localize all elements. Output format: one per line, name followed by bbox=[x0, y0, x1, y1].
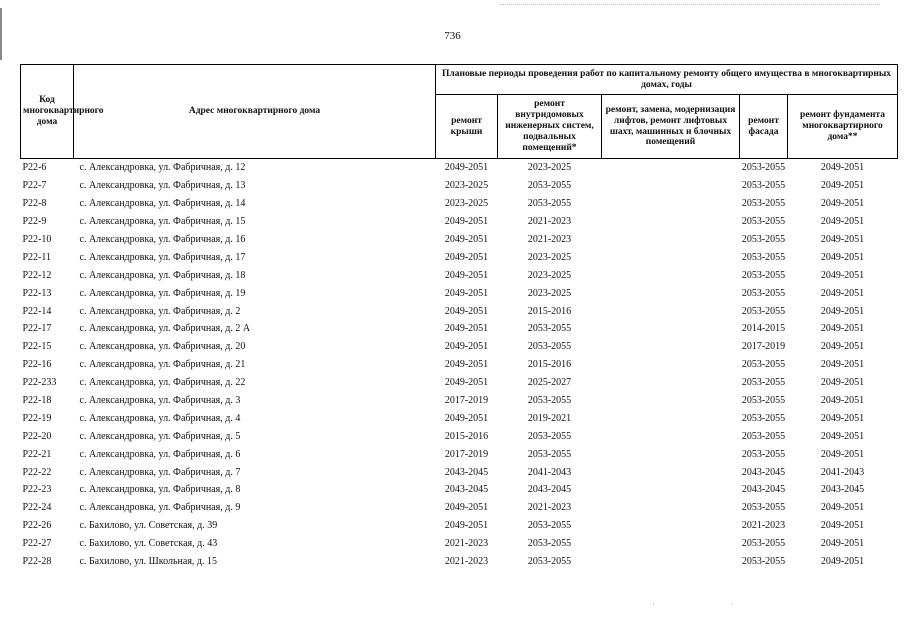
cell-address: с. Александровка, ул. Фабричная, д. 13 bbox=[79, 180, 246, 192]
cell-roof: 2049-2051 bbox=[444, 502, 489, 514]
table-row bbox=[21, 409, 898, 427]
cell-roof: 2043-2045 bbox=[444, 466, 489, 478]
cell-facade: 2053-2055 bbox=[741, 412, 786, 424]
header-code: Код многоквартирного дома bbox=[21, 65, 74, 159]
table-row bbox=[21, 463, 898, 481]
header-roof: ремонт крыши bbox=[436, 95, 498, 159]
cell-address: с. Александровка, ул. Фабричная, д. 14 bbox=[79, 198, 246, 210]
cell-code: Р22-11 bbox=[22, 251, 52, 263]
cell-engineering: 2021-2023 bbox=[527, 216, 572, 228]
cell-elevators bbox=[602, 231, 740, 249]
cell-elevators bbox=[602, 374, 740, 392]
cell-foundation: 2049-2051 bbox=[820, 269, 865, 281]
cell-elevators bbox=[602, 302, 740, 320]
cell-code: Р22-20 bbox=[22, 430, 52, 442]
cell-elevators bbox=[602, 159, 740, 177]
cell-elevators bbox=[602, 320, 740, 338]
cell-code: Р22-23 bbox=[22, 484, 52, 496]
cell-roof: 2049-2051 bbox=[444, 520, 489, 532]
cell-code: Р22-27 bbox=[22, 538, 52, 550]
cell-code: Р22-24 bbox=[22, 502, 52, 514]
table-row bbox=[21, 356, 898, 374]
cell-roof: 2017-2019 bbox=[444, 448, 489, 460]
cell-foundation: 2049-2051 bbox=[820, 180, 865, 192]
cell-foundation: 2049-2051 bbox=[820, 216, 865, 228]
cell-engineering: 2053-2055 bbox=[527, 323, 572, 335]
cell-address: с. Александровка, ул. Фабричная, д. 4 bbox=[79, 412, 241, 424]
table-row bbox=[21, 177, 898, 195]
cell-elevators bbox=[602, 248, 740, 266]
cell-code: Р22-8 bbox=[22, 198, 47, 210]
cell-address: с. Александровка, ул. Фабричная, д. 21 bbox=[79, 359, 246, 371]
cell-foundation: 2041-2043 bbox=[820, 466, 865, 478]
header-facade: ремонт фасада bbox=[740, 95, 788, 159]
cell-facade: 2021-2023 bbox=[741, 520, 786, 532]
cell-elevators bbox=[602, 463, 740, 481]
cell-roof: 2049-2051 bbox=[444, 323, 489, 335]
cell-code: Р22-28 bbox=[22, 556, 52, 568]
table-row bbox=[21, 553, 898, 571]
table-row bbox=[21, 392, 898, 410]
cell-facade: 2053-2055 bbox=[741, 377, 786, 389]
cell-roof: 2049-2051 bbox=[444, 251, 489, 263]
cell-engineering: 2041-2043 bbox=[527, 466, 572, 478]
cell-foundation: 2049-2051 bbox=[820, 395, 865, 407]
header-engineering: ремонт внутридомовых инженерных систем, подвальных помещений* bbox=[498, 95, 602, 159]
cell-code: Р22-15 bbox=[22, 341, 52, 353]
repair-schedule-table bbox=[20, 64, 898, 570]
cell-engineering: 2053-2055 bbox=[527, 430, 572, 442]
cell-roof: 2015-2016 bbox=[444, 430, 489, 442]
cell-facade: 2017-2019 bbox=[741, 341, 786, 353]
cell-foundation: 2049-2051 bbox=[820, 323, 865, 335]
cell-facade: 2053-2055 bbox=[741, 305, 786, 317]
cell-elevators bbox=[602, 481, 740, 499]
cell-engineering: 2023-2025 bbox=[527, 162, 572, 174]
table-body bbox=[21, 159, 898, 571]
cell-engineering: 2021-2023 bbox=[527, 502, 572, 514]
cell-code: Р22-10 bbox=[22, 234, 52, 245]
cell-address: с. Бахилово, ул. Советская, д. 43 bbox=[79, 538, 218, 550]
cell-foundation: 2049-2051 bbox=[820, 305, 865, 317]
scan-bottom-marks: · · bbox=[652, 600, 734, 609]
cell-elevators bbox=[602, 499, 740, 517]
cell-engineering: 2053-2055 bbox=[527, 180, 572, 192]
cell-code: Р22-16 bbox=[22, 359, 52, 371]
cell-address: с. Александровка, ул. Фабричная, д. 5 bbox=[79, 430, 241, 442]
cell-elevators bbox=[602, 553, 740, 571]
cell-roof: 2049-2051 bbox=[444, 216, 489, 228]
cell-code: Р22-13 bbox=[22, 287, 52, 299]
cell-foundation: 2049-2051 bbox=[820, 359, 865, 371]
cell-code: Р22-6 bbox=[22, 162, 47, 174]
cell-engineering: 2053-2055 bbox=[527, 538, 572, 550]
cell-address: с. Александровка, ул. Фабричная, д. 6 bbox=[79, 448, 241, 460]
table-row bbox=[21, 266, 898, 284]
cell-elevators bbox=[602, 284, 740, 302]
cell-elevators bbox=[602, 445, 740, 463]
cell-code: Р22-14 bbox=[22, 305, 52, 317]
cell-engineering: 2023-2025 bbox=[527, 269, 572, 281]
cell-roof: 2021-2023 bbox=[444, 556, 489, 568]
cell-elevators bbox=[602, 427, 740, 445]
cell-foundation: 2049-2051 bbox=[820, 502, 865, 514]
cell-code: Р22-18 bbox=[22, 395, 52, 407]
cell-roof: 2021-2023 bbox=[444, 538, 489, 550]
cell-engineering: 2015-2016 bbox=[527, 359, 572, 371]
table-row bbox=[21, 195, 898, 213]
cell-code: Р22-9 bbox=[22, 216, 47, 228]
cell-elevators bbox=[602, 517, 740, 535]
cell-roof: 2017-2019 bbox=[444, 395, 489, 407]
cell-facade: 2053-2055 bbox=[741, 251, 786, 263]
cell-engineering: 2053-2055 bbox=[527, 556, 572, 568]
cell-roof: 2049-2051 bbox=[444, 377, 489, 389]
cell-elevators bbox=[602, 195, 740, 213]
cell-elevators bbox=[602, 535, 740, 553]
cell-engineering: 2023-2025 bbox=[527, 287, 572, 299]
table-row bbox=[21, 302, 898, 320]
cell-address: с. Бахилово, ул. Советская, д. 39 bbox=[79, 520, 218, 532]
table-row bbox=[21, 284, 898, 302]
cell-engineering: 2019-2021 bbox=[527, 412, 572, 424]
cell-code: Р22-21 bbox=[22, 448, 52, 460]
cell-facade: 2043-2045 bbox=[741, 484, 786, 496]
cell-address: с. Александровка, ул. Фабричная, д. 12 bbox=[79, 162, 246, 174]
table-row bbox=[21, 427, 898, 445]
cell-elevators bbox=[602, 338, 740, 356]
cell-roof: 2049-2051 bbox=[444, 305, 489, 317]
cell-code: Р22-233 bbox=[22, 377, 57, 389]
cell-foundation: 2043-2045 bbox=[820, 484, 865, 496]
cell-engineering: 2021-2023 bbox=[527, 234, 572, 245]
cell-foundation: 2049-2051 bbox=[820, 412, 865, 424]
table-row bbox=[21, 159, 898, 177]
cell-engineering: 2053-2055 bbox=[527, 198, 572, 210]
cell-code: Р22-22 bbox=[22, 466, 52, 478]
table-row bbox=[21, 481, 898, 499]
cell-elevators bbox=[602, 266, 740, 284]
cell-facade: 2053-2055 bbox=[741, 180, 786, 192]
cell-code: Р22-19 bbox=[22, 412, 52, 424]
cell-facade: 2053-2055 bbox=[741, 234, 786, 245]
cell-facade: 2053-2055 bbox=[741, 269, 786, 281]
cell-engineering: 2053-2055 bbox=[527, 395, 572, 407]
cell-foundation: 2049-2051 bbox=[820, 556, 865, 568]
cell-code: Р22-17 bbox=[22, 323, 52, 335]
cell-code: Р22-12 bbox=[22, 269, 52, 281]
header-elevators: ремонт, замена, модернизация лифтов, ремонт лифтовых шахт, машинных и блочных помещений bbox=[602, 95, 740, 159]
cell-facade: 2014-2015 bbox=[741, 323, 786, 335]
cell-facade: 2043-2045 bbox=[741, 466, 786, 478]
cell-facade: 2053-2055 bbox=[741, 162, 786, 174]
cell-foundation: 2049-2051 bbox=[820, 341, 865, 353]
cell-engineering: 2053-2055 bbox=[527, 448, 572, 460]
cell-roof: 2049-2051 bbox=[444, 269, 489, 281]
table-header bbox=[21, 65, 898, 159]
table-row bbox=[21, 338, 898, 356]
cell-address: с. Александровка, ул. Фабричная, д. 16 bbox=[79, 234, 246, 245]
header-foundation: ремонт фундамента многоквартирного дома** bbox=[788, 95, 898, 159]
cell-foundation: 2049-2051 bbox=[820, 251, 865, 263]
cell-engineering: 2053-2055 bbox=[527, 520, 572, 532]
cell-facade: 2053-2055 bbox=[741, 395, 786, 407]
cell-address: с. Александровка, ул. Фабричная, д. 18 bbox=[79, 269, 246, 281]
cell-code: Р22-7 bbox=[22, 180, 47, 192]
cell-foundation: 2049-2051 bbox=[820, 377, 865, 389]
cell-elevators bbox=[602, 177, 740, 195]
cell-engineering: 2015-2016 bbox=[527, 305, 572, 317]
cell-roof: 2049-2051 bbox=[444, 162, 489, 174]
cell-address: с. Александровка, ул. Фабричная, д. 19 bbox=[79, 287, 246, 299]
cell-address: с. Александровка, ул. Фабричная, д. 22 bbox=[79, 377, 246, 389]
cell-engineering: 2043-2045 bbox=[527, 484, 572, 496]
scan-top-marks bbox=[500, 0, 880, 5]
table-row bbox=[21, 320, 898, 338]
table-row bbox=[21, 445, 898, 463]
cell-facade: 2053-2055 bbox=[741, 216, 786, 228]
cell-foundation: 2049-2051 bbox=[820, 162, 865, 174]
cell-facade: 2053-2055 bbox=[741, 430, 786, 442]
cell-roof: 2023-2025 bbox=[444, 198, 489, 210]
cell-address: с. Александровка, ул. Фабричная, д. 8 bbox=[79, 484, 241, 496]
cell-roof: 2049-2051 bbox=[444, 412, 489, 424]
cell-engineering: 2025-2027 bbox=[527, 377, 572, 389]
cell-roof: 2023-2025 bbox=[444, 180, 489, 192]
cell-code: Р22-26 bbox=[22, 520, 52, 532]
table-row bbox=[21, 231, 898, 249]
cell-foundation: 2049-2051 bbox=[820, 287, 865, 299]
cell-foundation: 2049-2051 bbox=[820, 520, 865, 532]
cell-address: с. Александровка, ул. Фабричная, д. 2 А bbox=[79, 323, 251, 335]
cell-facade: 2053-2055 bbox=[741, 448, 786, 460]
cell-facade: 2053-2055 bbox=[741, 359, 786, 371]
cell-roof: 2049-2051 bbox=[444, 341, 489, 353]
table-row bbox=[21, 517, 898, 535]
cell-elevators bbox=[602, 356, 740, 374]
cell-facade: 2053-2055 bbox=[741, 502, 786, 514]
cell-facade: 2053-2055 bbox=[741, 538, 786, 550]
cell-roof: 2049-2051 bbox=[444, 359, 489, 371]
header-address: Адрес многоквартирного дома bbox=[74, 65, 436, 159]
cell-foundation: 2049-2051 bbox=[820, 448, 865, 460]
cell-address: с. Александровка, ул. Фабричная, д. 9 bbox=[79, 502, 241, 514]
cell-elevators bbox=[602, 409, 740, 427]
cell-engineering: 2023-2025 bbox=[527, 251, 572, 263]
cell-elevators bbox=[602, 392, 740, 410]
cell-address: с. Александровка, ул. Фабричная, д. 17 bbox=[79, 251, 246, 263]
table-row bbox=[21, 213, 898, 231]
cell-address: с. Александровка, ул. Фабричная, д. 3 bbox=[79, 395, 241, 407]
cell-roof: 2049-2051 bbox=[444, 287, 489, 299]
cell-address: с. Александровка, ул. Фабричная, д. 7 bbox=[79, 466, 241, 478]
cell-roof: 2043-2045 bbox=[444, 484, 489, 496]
cell-address: с. Александровка, ул. Фабричная, д. 20 bbox=[79, 341, 246, 353]
header-planned-periods: Плановые периоды проведения работ по капитальному ремонту общего имущества в многоквартирных домах, годы bbox=[436, 65, 898, 95]
cell-facade: 2053-2055 bbox=[741, 287, 786, 299]
cell-foundation: 2049-2051 bbox=[820, 234, 865, 245]
table-row bbox=[21, 248, 898, 266]
cell-roof: 2049-2051 bbox=[444, 234, 489, 245]
cell-foundation: 2049-2051 bbox=[820, 198, 865, 210]
cell-facade: 2053-2055 bbox=[741, 556, 786, 568]
cell-foundation: 2049-2051 bbox=[820, 430, 865, 442]
page-number: 736 bbox=[444, 30, 461, 42]
cell-foundation: 2049-2051 bbox=[820, 538, 865, 550]
table-row bbox=[21, 499, 898, 517]
cell-facade: 2053-2055 bbox=[741, 198, 786, 210]
cell-address: с. Александровка, ул. Фабричная, д. 2 bbox=[79, 305, 241, 317]
cell-engineering: 2053-2055 bbox=[527, 341, 572, 353]
table-row bbox=[21, 374, 898, 392]
cell-elevators bbox=[602, 213, 740, 231]
cell-address: с. Александровка, ул. Фабричная, д. 15 bbox=[79, 216, 246, 228]
cell-address: с. Бахилово, ул. Школьная, д. 15 bbox=[79, 556, 217, 568]
table-row bbox=[21, 535, 898, 553]
